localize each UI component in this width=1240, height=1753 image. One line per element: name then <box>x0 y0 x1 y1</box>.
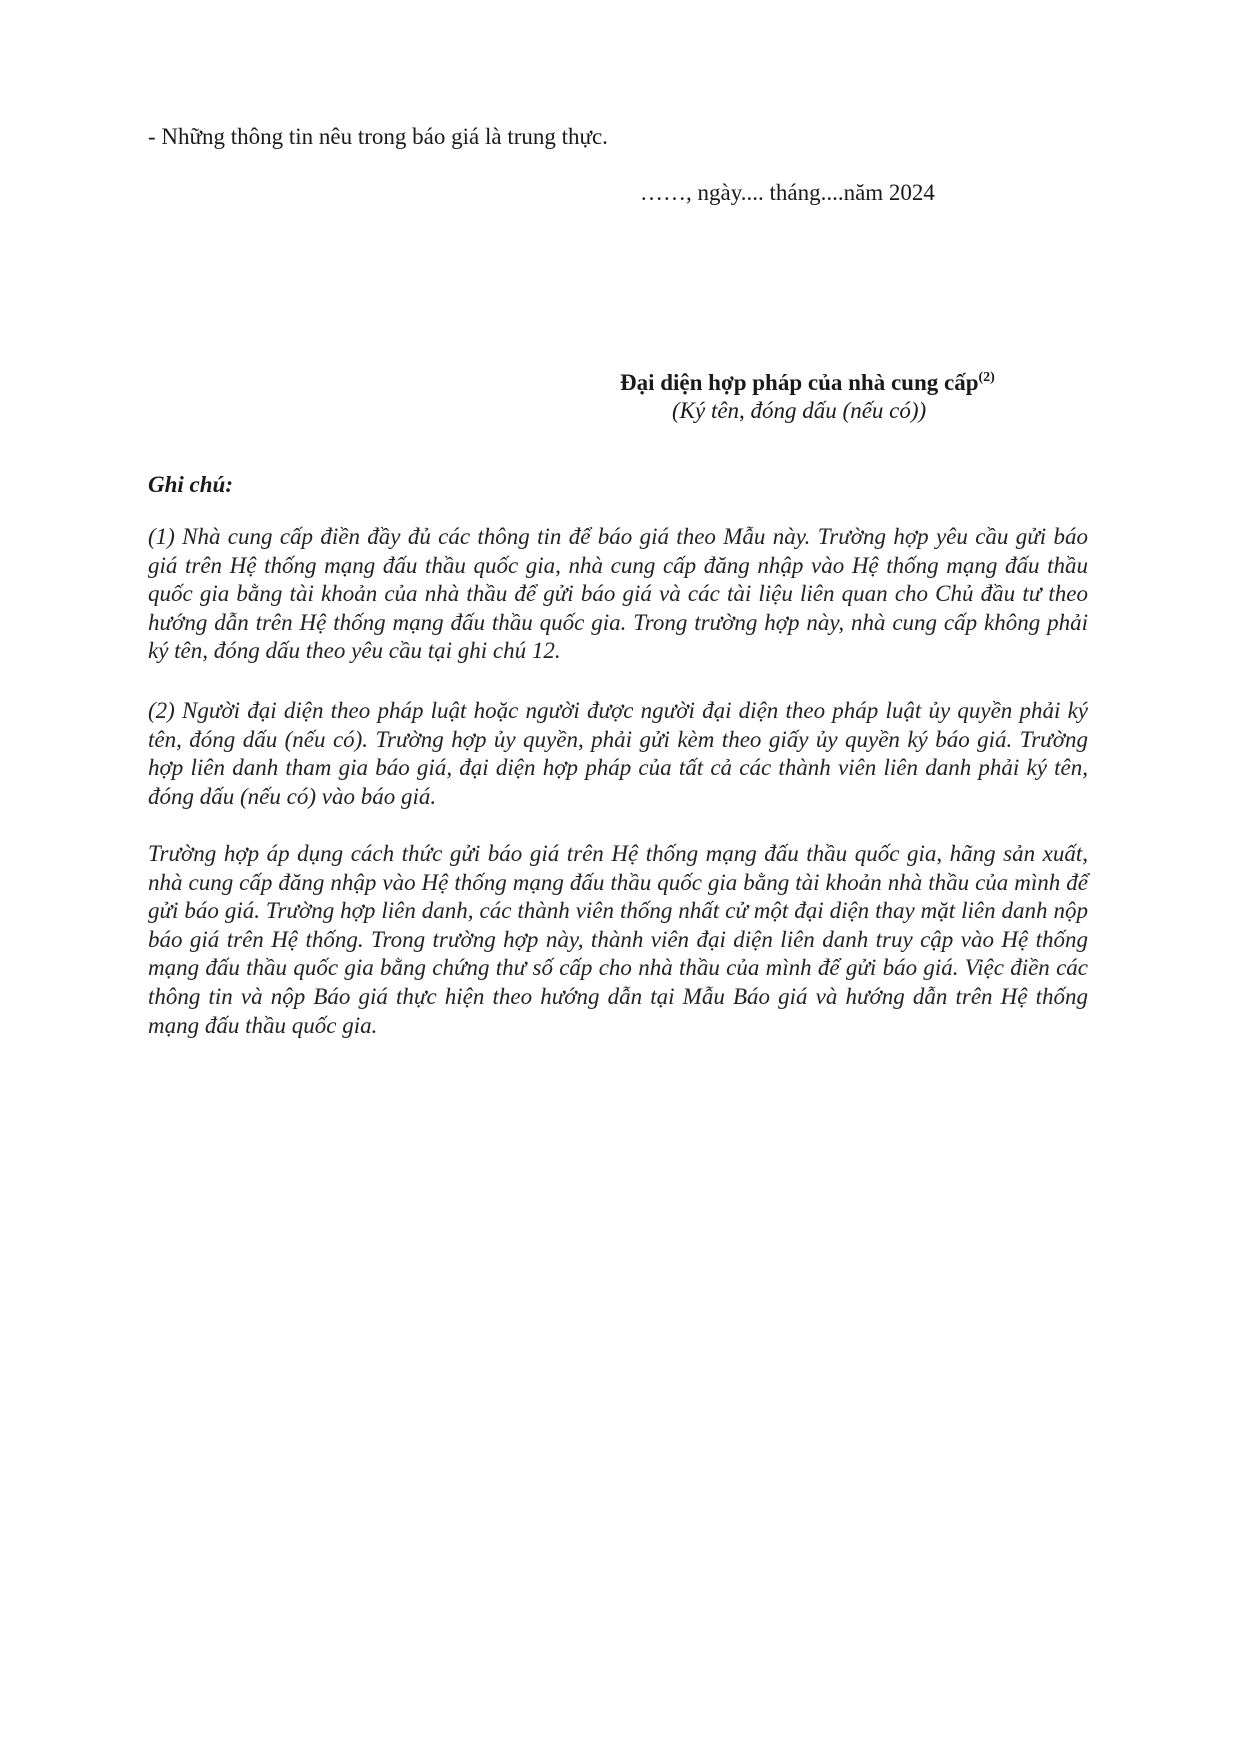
note-1-paragraph: (1) Nhà cung cấp điền đầy đủ các thông tin để báo giá theo Mẫu này. Trường hợp yêu cầu gửi báo giá trên Hệ thống mạng đấu thầu quốc gia, nhà cung cấp đăng nhập vào Hệ thống mạng đấu thầu quốc gia bằng tài khoản của nhà thầu để gửi báo giá và các tài liệu liên quan cho Chủ đầu tư theo hướng dẫn trên Hệ thống mạng đấu thầu quốc gia. Trong trường hợp này, nhà cung cấp không phải ký tên, đóng dấu theo yêu cầu tại ghi chú 12. <box>148 524 1088 664</box>
signature-title <box>620 368 995 398</box>
signature-title-text: Đại diện hợp pháp của nhà cung cấp <box>620 370 979 395</box>
notes-heading: Ghi chú: <box>148 472 233 497</box>
commitment-statement: - Những thông tin nêu trong báo giá là trung thực. <box>148 124 608 149</box>
signature-footnote-marker: (2) <box>978 370 995 385</box>
note-2-paragraph: (2) Người đại diện theo pháp luật hoặc người được người đại diện theo pháp luật ủy quyền phải ký tên, đóng dấu (nếu có). Trường hợp ủy quyền, phải gửi kèm theo giấy ủy quyền ký báo giá. Trường hợp liên danh tham gia báo giá, đại diện hợp pháp của tất cả các thành viên liên danh phải ký tên, đóng dấu (nếu có) vào báo giá. <box>148 698 1088 809</box>
note-3-paragraph: Trường hợp áp dụng cách thức gửi báo giá trên Hệ thống mạng đấu thầu quốc gia, hãng sản xuất, nhà cung cấp đăng nhập vào Hệ thống mạng đấu thầu quốc gia bằng tài khoản nhà thầu của mình để gửi báo giá. Trường hợp liên danh, các thành viên thống nhất cử một đại diện thay mặt liên danh nộp báo giá trên Hệ thống. Trong trường hợp này, thành viên đại diện liên danh truy cập vào Hệ thống mạng đấu thầu quốc gia bằng chứng thư số cấp cho nhà thầu của mình để gửi báo giá. Việc điền các thông tin và nộp Báo giá thực hiện theo hướng dẫn tại Mẫu Báo giá và hướng dẫn trên Hệ thống mạng đấu thầu quốc gia. <box>148 841 1088 1038</box>
date-line: ……, ngày.... tháng....năm 2024 <box>640 180 935 205</box>
signature-subtitle: (Ký tên, đóng dấu (nếu có)) <box>672 398 927 423</box>
